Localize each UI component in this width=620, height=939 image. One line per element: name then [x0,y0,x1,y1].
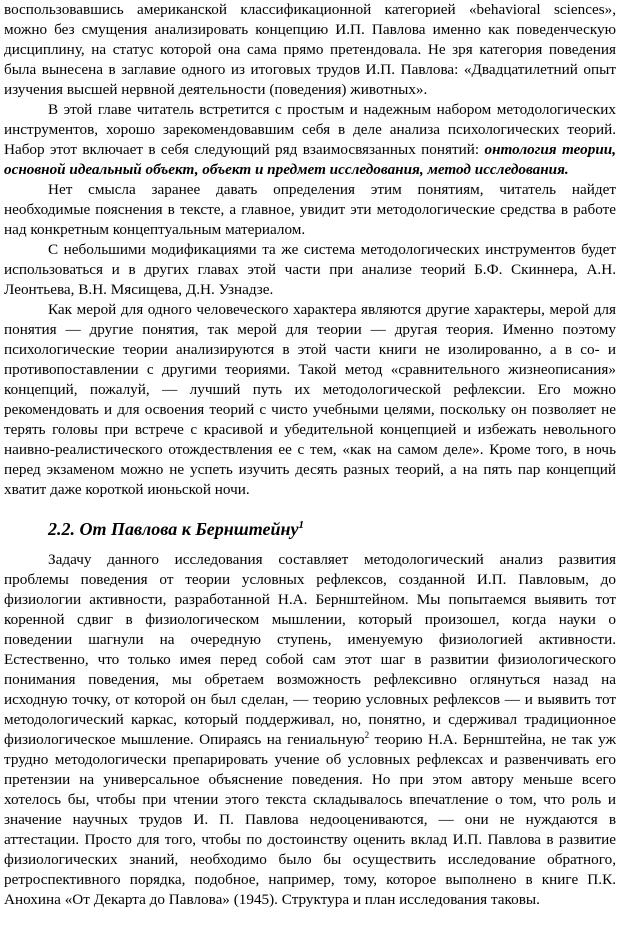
text-line [4,140,616,160]
text-segment: Набор этот включает в себя следующий ряд взаимосвязанных понятий: [4,141,480,158]
text-line: терять головы при встрече с красивой и убедительной концепцией и избежать невольного [4,421,616,438]
text-line: значение научных трудов И. П. Павлова недооцениваются, — они не нуждаются в [4,811,616,828]
text-line: ретроспективного порядка, подобное, например, тому, которое выполнено в книге П.К. [4,871,616,888]
footnote-marker: 2 [364,729,370,740]
text-line: Анохина «От Декарта до Павлова» (1945). Структура и план исследования таковы. [4,891,540,908]
text-line: наивно-реалистического отождествления ее с тем, «как на самом деле». Кроме того, в ночь [4,441,616,458]
text-line: над конкретным концептуальным материалом. [4,221,306,238]
text-line: необходимые пояснения в тексте, а главное, увидит эти методологические средства в работе [4,201,616,218]
text-line: Как мерой для одного человеческого характера являются другие характеры, мерой для [48,301,616,318]
text-line: перед экзаменом можно не успеть изучить десять разных теорий, а на пять пар концепций [4,461,616,478]
text-line: понимания поведения, мы обретаем возможность рефлексивно оглянуться назад на [4,671,616,688]
text-line: понятия — другие понятия, так мерой для теории — другая теория. Именно поэтому [4,321,616,338]
text-line: изучения высшей нервной деятельности (поведения) животных». [4,81,428,98]
footnote-marker: 1 [298,519,304,531]
text-line: воспользовавшись американской классификационной категорией «behavioral sciences», [4,1,616,18]
text-line: коренной сдвиг в физиологическом мышлении, который произошел, когда науки о [4,611,616,628]
text-segment: теорию Н.А. Бернштейна, не так уж [369,731,616,748]
text-line: Естественно, что только имея перед собой сам этот шаг в развитии физиологического [4,651,616,668]
text-line: дисциплину, на статус которой она сама прямо претендовала. Не зря категория поведения [4,41,616,58]
text-line: использоваться и в других главах этой части при анализе теорий Б.Ф. Скиннера, А.Н. [4,261,616,278]
text-line: проблемы поведения от теории условных рефлексов, созданной И.П. Павловым, до [4,571,616,588]
text-line: противопоставлении с другими теориями. Такой метод «сравнительного жизнеописания» [4,361,616,378]
text-line: Задачу данного исследования составляет методологический анализ развития [48,551,616,568]
text-line: была вынесена в заглавие одного из итоговых трудов И.П. Павлова: «Двадцатилетний опыт [4,61,616,78]
text-line: трудно методологически препарировать учение об условных рефлексах и развенчивать его [4,751,616,768]
text-line: В этой главе читатель встретится с простым и надежным набором методологических [48,101,616,118]
text-line: инструментов, хорошо зарекомендовавшим себя в деле анализа психологических теорий. [4,121,616,138]
text-line: Леонтьева, В.Н. Мясищева, Д.Н. Узнадзе. [4,281,274,298]
text-line: физиологии активности, разработанной Н.А. Бернштейном. Мы попытаемся выявить тот [4,591,616,608]
text-line: поведении шагнули на очередную ступень, именуемую физиологией активности. [4,631,616,648]
text-line: хватит даже короткой июньской ночи. [4,481,250,498]
text-line: методологический каркас, который поддерживал, но, понятно, и сдерживал традиционное [4,711,616,728]
text-line: можно без смущения анализировать концепцию И.П. Павлова именно как поведенческую [4,21,616,38]
text-line: Нет смысла заранее давать определения этим понятиям, читатель найдет [48,181,616,198]
text-line: рекомендовать и для освоения теорий с чисто учебными целями, поскольку он позволяет не [4,401,616,418]
text-line: физиологических знаний, необходимо было бы осуществить исследование обратного, [4,851,616,868]
text-segment: физиологическое мышление. Опираясь на гениальную [4,731,365,748]
text-line: концепций, пожалуй, — лучший путь их методологической рефлексии. Его можно [4,381,616,398]
text-line: аттестации. Просто для того, чтобы по достоинству оценить вклад И.П. Павлова в развитие [4,831,616,848]
emphasis-line: основной идеальный объект, объект и предмет исследования, метод исследования. [4,161,569,178]
text-line: претензии на универсальное объяснение поведения. Но при этом автору меньше всего [4,771,616,788]
emphasis-text: онтология теории, [484,141,617,158]
text-line: исходную точку, от которой он был сделан, — теорию условных рефлексов — и выявить тот [4,691,616,708]
text-line: психологические теории анализируются в этой части книги не изолированно, а в со- и [4,341,616,358]
section-heading [48,516,608,542]
text-line: С небольшими модификациями та же система методологических инструментов будет [48,241,616,258]
text-line [4,730,616,750]
heading-text: 2.2. От Павлова к Бернштейну [48,519,299,539]
text-line: хотелось бы, чтобы при чтении этого текста складывалось впечатление о том, что роль и [4,791,616,808]
